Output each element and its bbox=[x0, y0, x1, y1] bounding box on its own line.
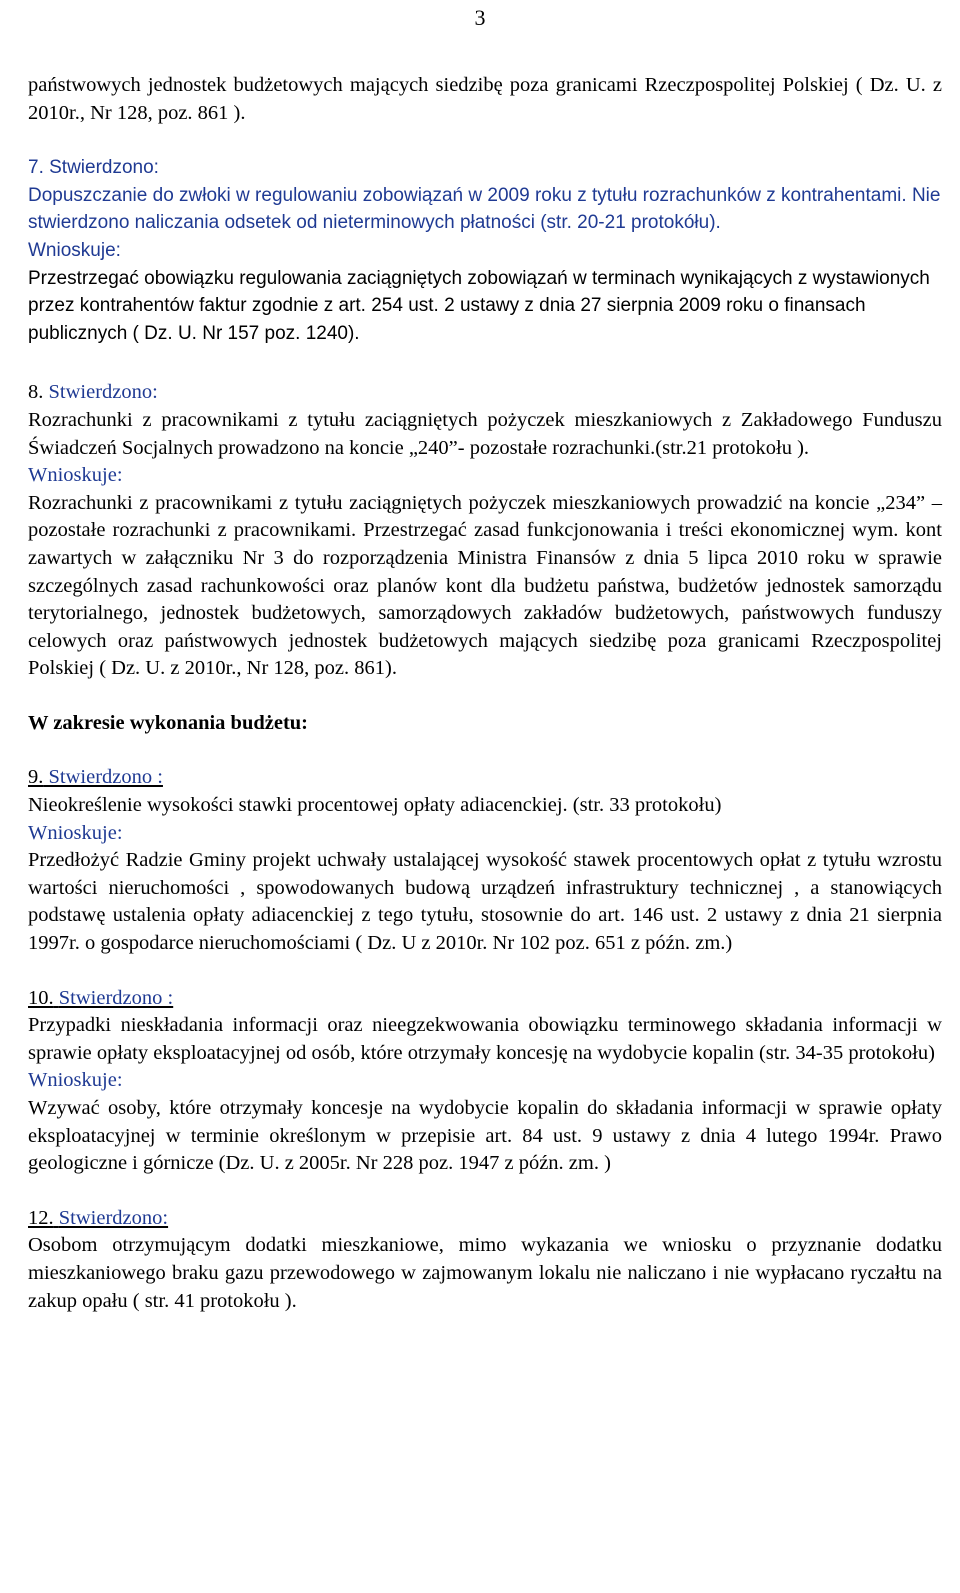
budget-section-heading: W zakresie wykonania budżetu: bbox=[28, 711, 309, 734]
section-7-wnioskuje-label: Wnioskuje: bbox=[28, 239, 121, 261]
section-8-heading bbox=[28, 379, 942, 407]
section-12-heading-label: Stwierdzono: bbox=[58, 1206, 169, 1229]
section-12 bbox=[28, 1205, 942, 1315]
section-7 bbox=[28, 154, 942, 347]
section-9-heading-label: Stwierdzono : bbox=[48, 766, 163, 789]
section-8-heading-label: Stwierdzono: bbox=[48, 381, 158, 404]
section-10-number: 10. bbox=[28, 986, 54, 1009]
section-10-wnioskuje-label: Wnioskuje: bbox=[28, 1069, 123, 1092]
section-9-finding: Nieokreślenie wysokości stawki procentowej opłaty adiacenckiej. (str. 33 protokołu) bbox=[28, 794, 722, 817]
section-12-number: 12. bbox=[28, 1206, 54, 1229]
section-9-number: 9. bbox=[28, 766, 44, 789]
section-8-wnioskuje-label: Wnioskuje: bbox=[28, 464, 123, 487]
section-10-heading bbox=[28, 985, 942, 1013]
section-12-heading bbox=[28, 1205, 942, 1233]
section-8-recommendation: Rozrachunki z pracownikami z tytułu zaciągniętych pożyczek mieszkaniowych prowadzić na koncie „234” – pozostałe rozrachunki z pracownikami. Przestrzegać zasad funkcjonowania i treści ekonomicznej wym. kont zawartych w załączniku Nr 3 do rozporządzenia Ministra Finansów z dnia 5 lipca 2010 roku w sprawie szczególnych zasad rachunkowości oraz planów kont dla budżetu państwa, budżetów jednostek samorządu terytorialnego, jednostek budżetowych, samorządowych zakładów budżetowych, państwowych funduszy celowych oraz państwowych jednostek budżetowych mających siedzibę poza granicami Rzeczpospolitej Polskiej ( Dz. U. z 2010r., Nr 128, poz. 861). bbox=[28, 491, 942, 680]
section-10-heading-label: Stwierdzono : bbox=[58, 986, 174, 1009]
section-9 bbox=[28, 764, 942, 957]
section-7-finding: Dopuszczanie do zwłoki w regulowaniu zobowiązań w 2009 roku z tytułu rozrachunków z kontrahentami. Nie stwierdzono naliczania odsetek od nieterminowych płatności (str. 20-21 protokółu). bbox=[28, 184, 941, 234]
section-9-recommendation: Przedłożyć Radzie Gminy projekt uchwały ustalającej wysokość stawek procentowych opłat z tytułu wzrostu wartości nieruchomości , spowodowanych budową urządzeń infrastruktury technicznej , a stanowiących podstawę ustalenia opłaty adiacenckiej z tego tytułu, stosownie do art. 146 ust. 2 ustawy z dnia 21 sierpnia 1997r. o gospodarce nieruchomościami ( Dz. U z 2010r. Nr 102 poz. 651 z późn. zm.) bbox=[28, 849, 942, 955]
section-10-recommendation: Wzywać osoby, które otrzymały koncesje na wydobycie kopalin do składania informacji w sprawie opłaty eksploatacyjnej w terminie określonym w przepisie art. 84 ust. 9 ustawy z dnia 4 lutego 1994r. Prawo geologiczne i górnicze (Dz. U. z 2005r. Nr 228 poz. 1947 z późn. zm. ) bbox=[28, 1097, 942, 1175]
section-7-heading: 7. Stwierdzono: bbox=[28, 157, 159, 179]
section-9-heading bbox=[28, 764, 942, 792]
page-number: 3 bbox=[474, 5, 486, 30]
section-8-number: 8. bbox=[28, 381, 44, 404]
section-12-finding: Osobom otrzymującym dodatki mieszkaniowe, mimo wykazania we wniosku o przyznanie dodatku mieszkaniowego braku gazu przewodowego w zajmowanym lokalu nie naliczano i nie wypłacano ryczałtu na zakup opału ( str. 41 protokołu ). bbox=[28, 1234, 942, 1312]
intro-paragraph: państwowych jednostek budżetowych mających siedzibę poza granicami Rzeczpospolitej Polskiej ( Dz. U. z 2010r., Nr 128, poz. 861 ). bbox=[28, 74, 942, 124]
section-10 bbox=[28, 985, 942, 1178]
section-7-recommendation: Przestrzegać obowiązku regulowania zaciągniętych zobowiązań w terminach wynikających z wystawionych przez kontrahentów faktur zgodnie z art. 254 ust. 2 ustawy z dnia 27 sierpnia 2009 roku o finansach publicznych ( Dz. U. Nr 157 poz. 1240). bbox=[28, 267, 930, 344]
section-9-wnioskuje-label: Wnioskuje: bbox=[28, 821, 123, 844]
section-10-finding: Przypadki nieskładania informacji oraz nieegzekwowania obowiązku terminowego składania informacji w sprawie opłaty eksploatacyjnej od osób, które otrzymały koncesję na wydobycie kopalin (str. 34-35 protokołu) bbox=[28, 1014, 942, 1064]
section-8 bbox=[28, 379, 942, 683]
document-body bbox=[28, 72, 942, 1315]
section-8-finding: Rozrachunki z pracownikami z tytułu zaciągniętych pożyczek mieszkaniowych z Zakładowego Funduszu Świadczeń Socjalnych prowadzono na koncie „240”- pozostałe rozrachunki.(str.21 protokołu ). bbox=[28, 408, 942, 459]
